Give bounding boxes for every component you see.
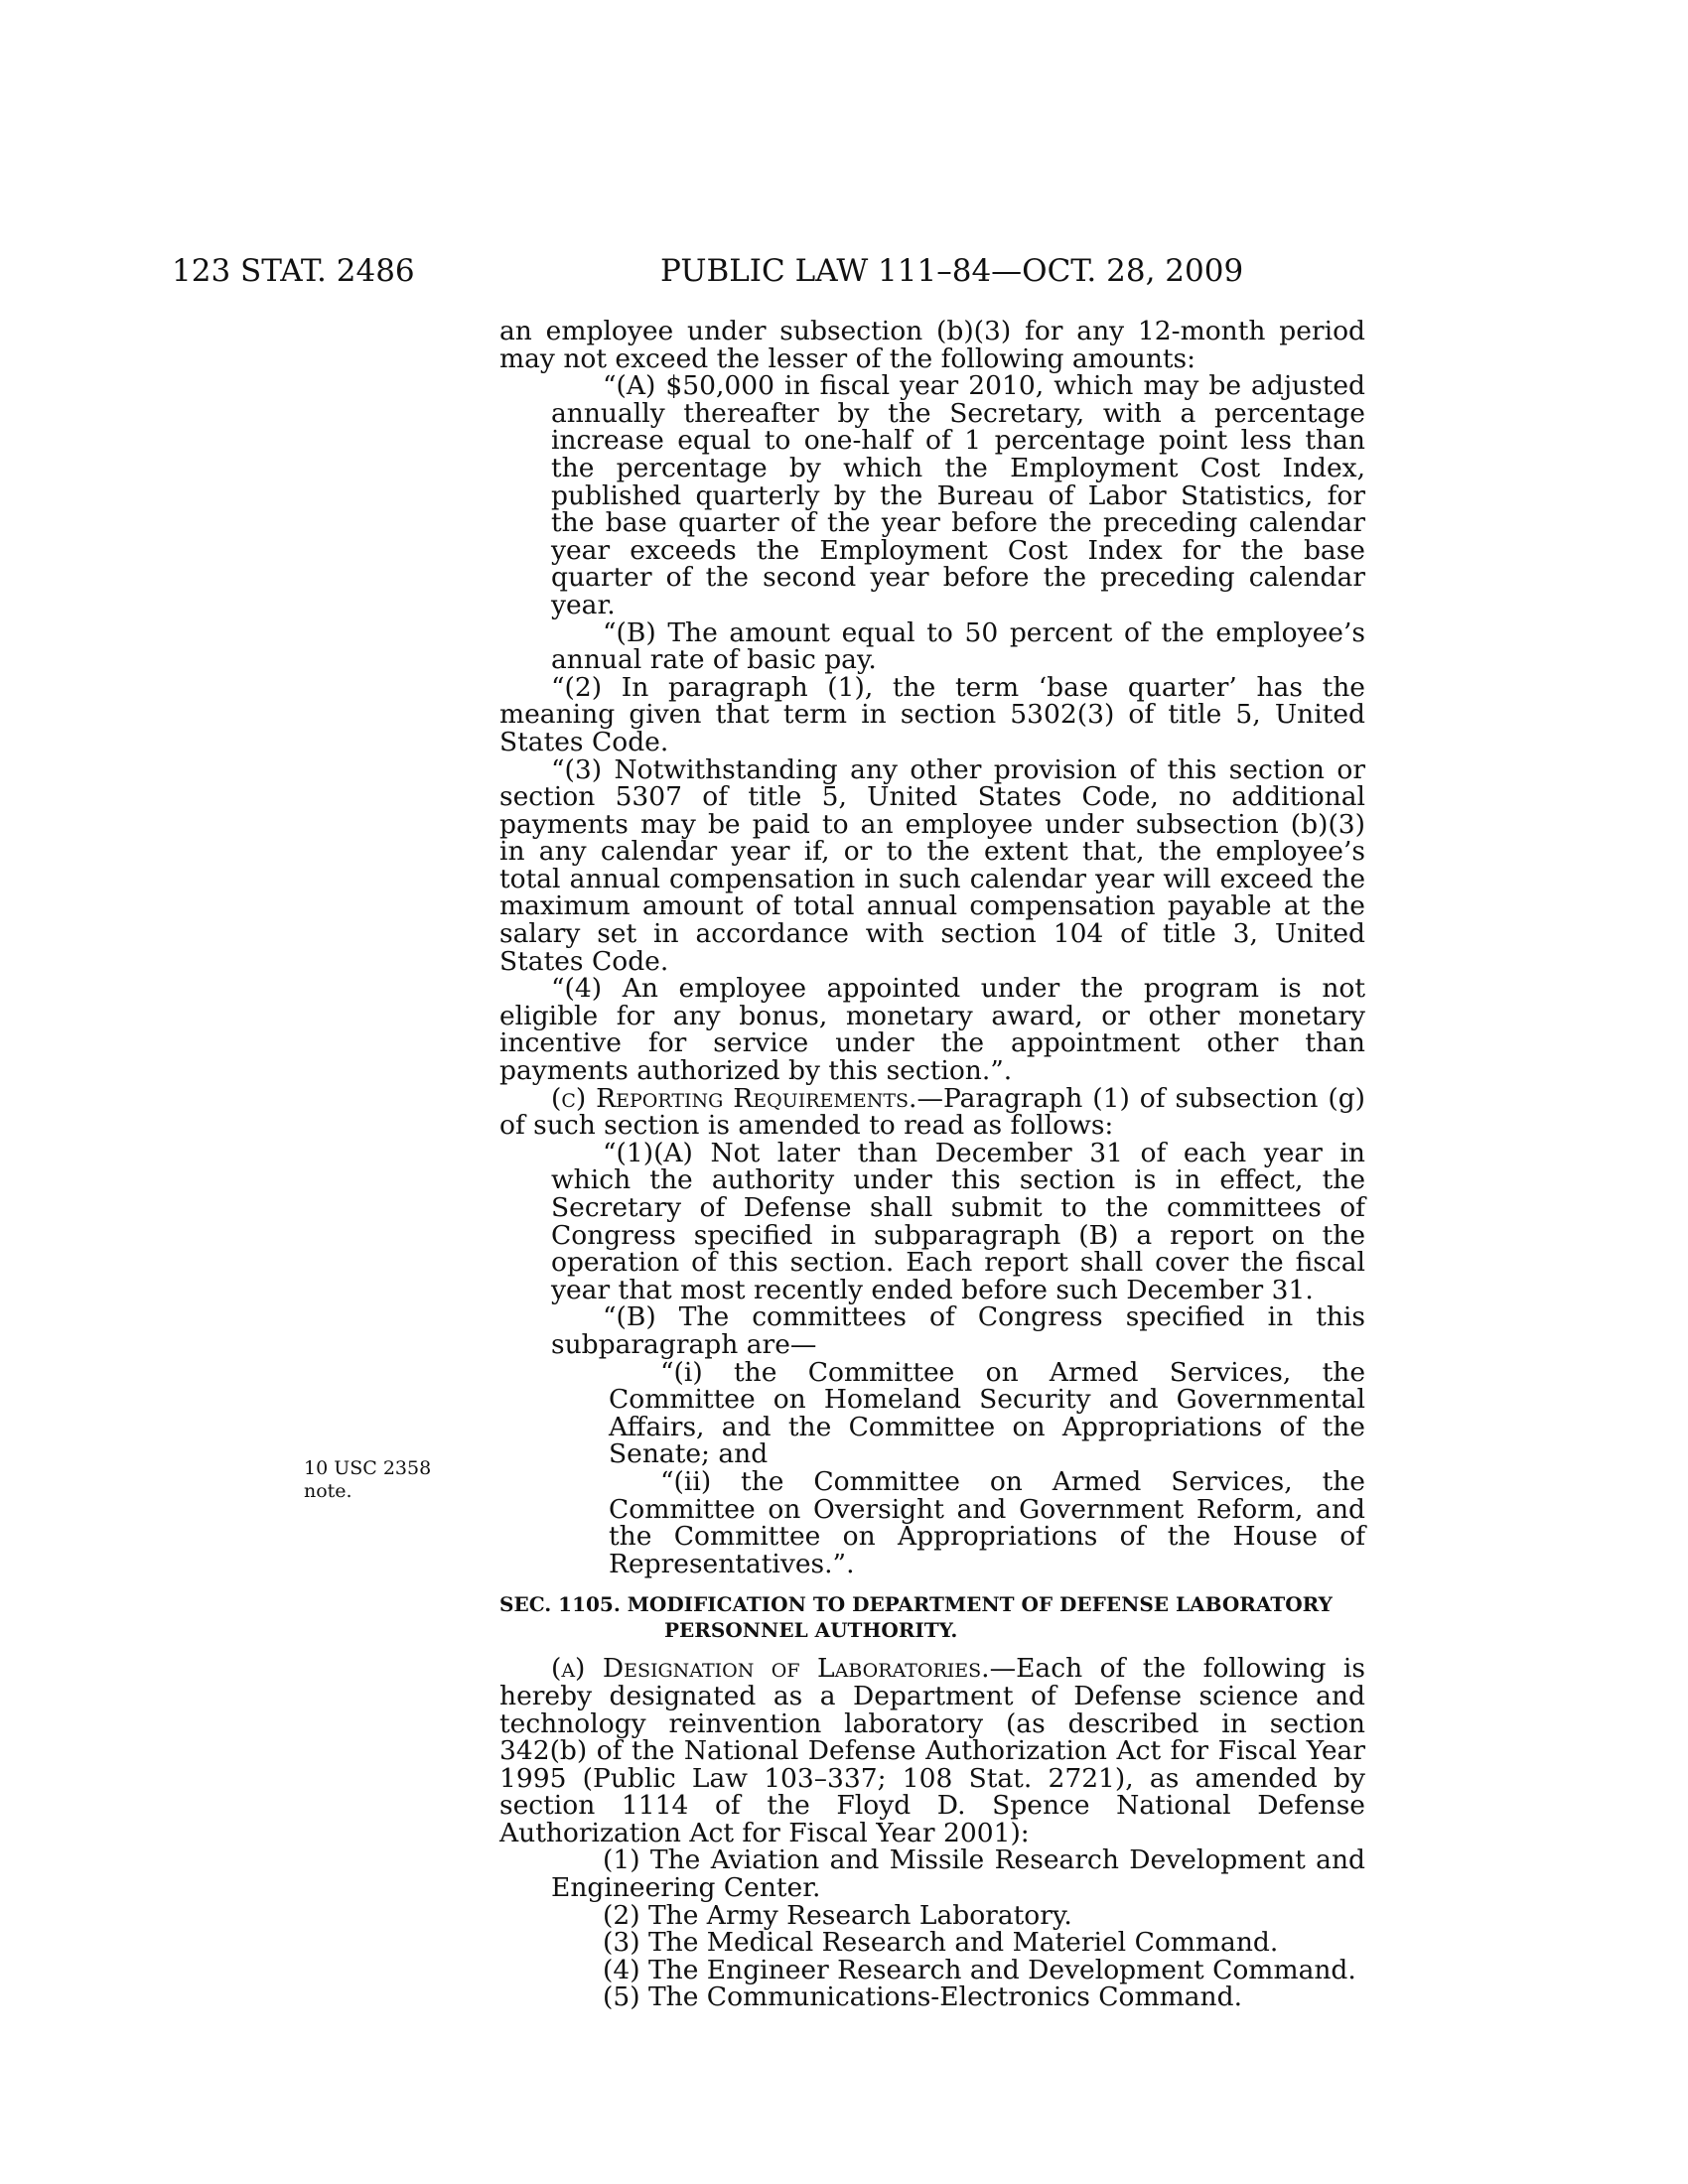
list-item: (1) The Aviation and Missile Research Development and Engineering Center. <box>551 1844 1365 1904</box>
subsection-a-text: —Each of the following is hereby designated as a Department of Defense science and technology reinvention laboratory (as described in section 342(b) of the National Defense Authorization Act for Fiscal Year 1995 (Public Law 103–337; 108 Stat. 2721), as amended by section 1114 of the Floyd D. Spence National Defense Authorization Act for Fiscal Year 2001): <box>499 1653 1366 1848</box>
paragraph-1b: “(B) The committees of Congress specified in this subparagraph are— <box>551 1301 1365 1360</box>
paragraph-3: “(3) Notwithstanding any other provision of this section or section 5307 of title 5, United States Code, no additional payments may be paid to an employee under subsection (b)(3) in any calendar year if, or to the extent that, the employee’s total annual compensation in such calendar year will exceed the maximum amount of total annual compensation payable at the salary set in accordance with section 104 of title 3, United States Code. <box>499 753 1365 977</box>
statute-page-number: 123 STAT. 2486 <box>172 253 415 289</box>
public-law-title: PUBLIC LAW 111–84—OCT. 28, 2009 <box>660 253 1244 289</box>
subsection-c-text: —Paragraph (1) of subsection (g) of such section is amended to read as follows: <box>499 1082 1365 1142</box>
paragraph-1a: “(1)(A) Not later than December 31 of each year in which the authority under this section is in effect, the Secretary of Defense shall submit to the committees of Congress specified in subparagraph (B) a report on the operation of this section. Each report shall cover the fiscal year that most recently ended before such December 31. <box>551 1137 1365 1305</box>
margin-note-citation: 10 USC 2358 <box>304 1457 432 1479</box>
list-item: (2) The Army Research Laboratory. <box>603 1899 1072 1931</box>
subsection-c <box>499 1082 1365 1142</box>
margin-note-label: note. <box>304 1480 352 1502</box>
section-heading: SEC. 1105. MODIFICATION TO DEPARTMENT OF DEFENSE LABORATORY PERSONNEL AUTHORITY. <box>499 1592 1333 1643</box>
paragraph-2: “(2) In paragraph (1), the term ‘base quarter’ has the meaning given that term in section 5302(3) of title 5, United States Code. <box>499 671 1365 757</box>
list-item: (3) The Medical Research and Materiel Command. <box>603 1927 1279 1959</box>
margin-note <box>304 1457 453 1503</box>
paragraph-4: “(4) An employee appointed under the program is not eligible for any bonus, monetary award, or other monetary incentive for service under the appointment other than payments authorized by this section.”. <box>499 973 1365 1087</box>
subsection-c-heading: (c) Reporting Requirements. <box>551 1082 917 1114</box>
subparagraph-b: “(B) The amount equal to 50 percent of the employee’s annual rate of basic pay. <box>551 616 1365 676</box>
list-item: (5) The Communications-Electronics Command. <box>603 1981 1243 2013</box>
clause-ii: “(ii) the Committee on Armed Services, the Committee on Oversight and Government Reform, and the Committee on Appropriations of the House of Representatives.”. <box>609 1465 1365 1579</box>
body-text <box>499 318 1365 2011</box>
subsection-a-heading: (a) Designation of Laboratories. <box>551 1653 990 1685</box>
paragraph-continuation: an employee under subsection (b)(3) for any 12-month period may not exceed the lesser of the following amounts: <box>499 316 1365 374</box>
clause-i: “(i) the Committee on Armed Services, the Committee on Homeland Security and Governmental Affairs, and the Committee on Appropriations of the Senate; and <box>609 1356 1365 1470</box>
subparagraph-a: “(A) $50,000 in fiscal year 2010, which may be adjusted annually thereafter by the Secretary, with a percentage increase equal to one-half of 1 percentage point less than the percentage by which the Employment Cost Index, published quarterly by the Bureau of Labor Statistics, for the base quarter of the year before the preceding calendar year exceeds the Employment Cost Index for the base quarter of the second year before the preceding calendar year. <box>551 370 1365 620</box>
subsection-a <box>499 1655 1365 1846</box>
list-item: (4) The Engineer Research and Development Command. <box>603 1954 1356 1985</box>
